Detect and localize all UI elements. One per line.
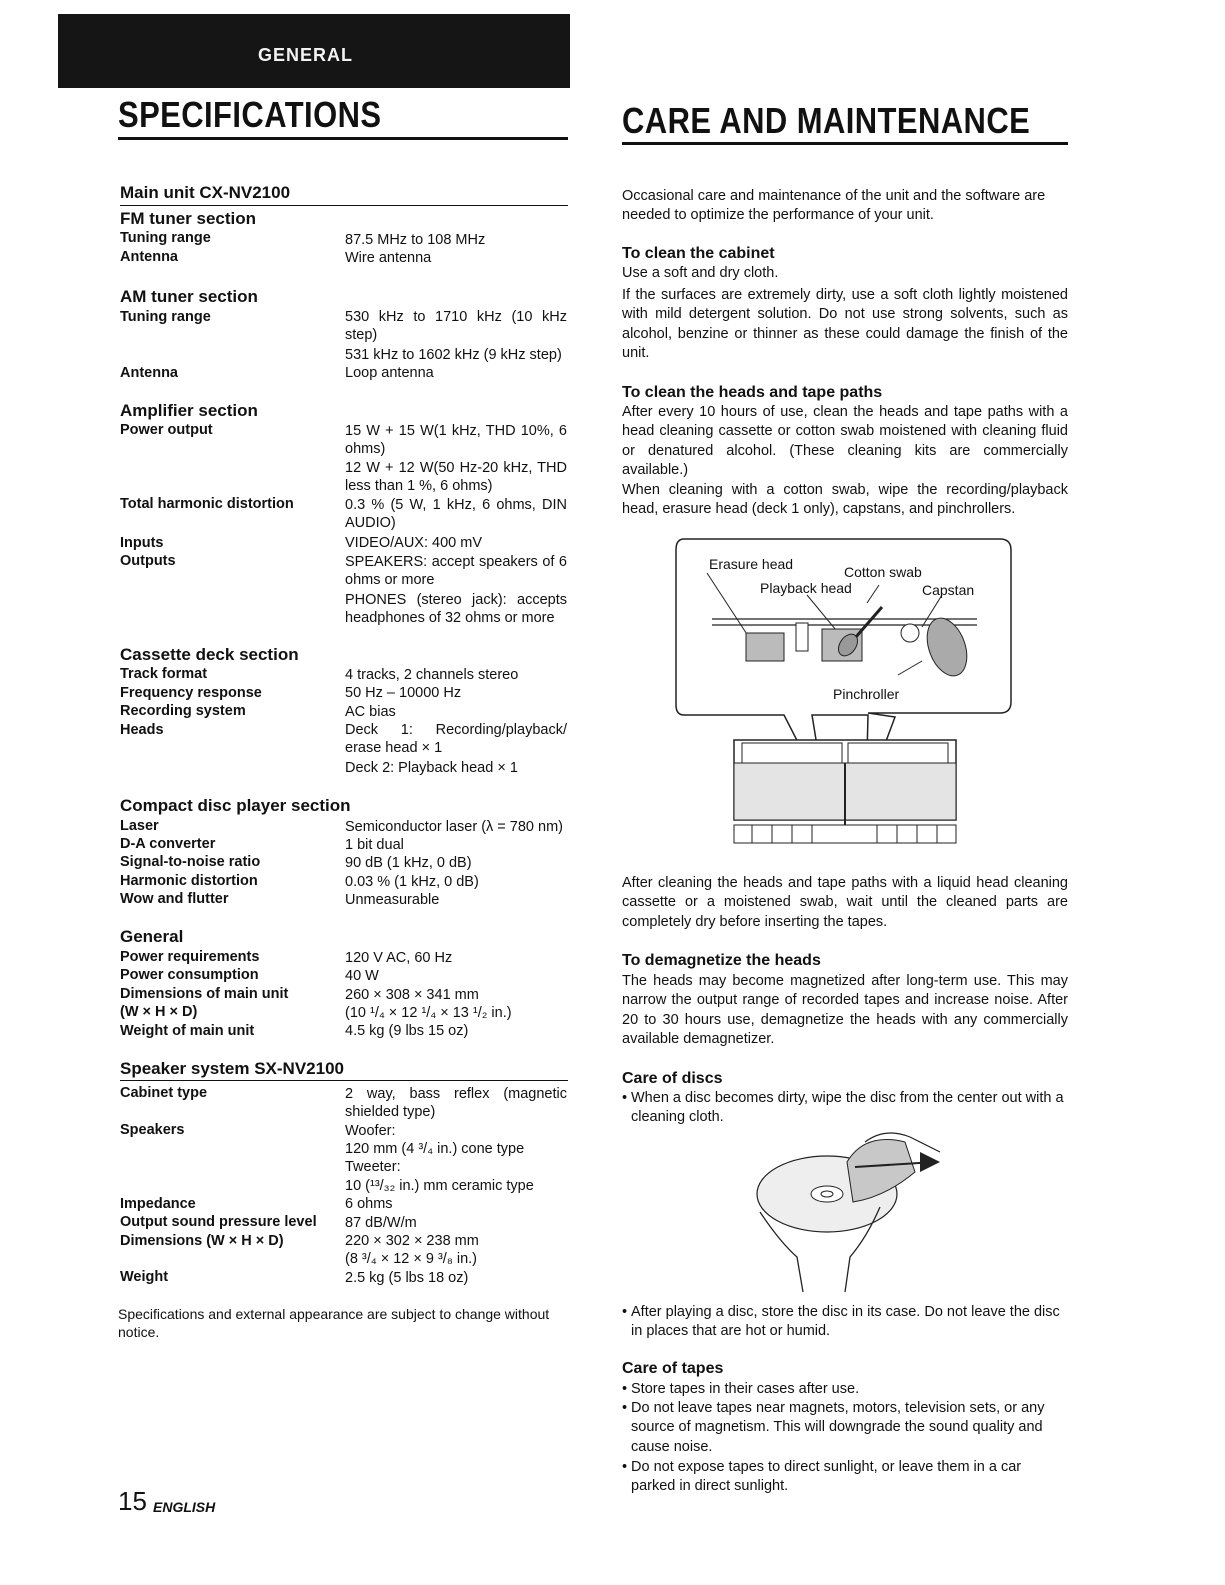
spec-value: 6 ohms <box>345 1196 393 1212</box>
spec-label: Total harmonic distortion <box>120 496 294 512</box>
spec-value: 0.3 % (5 W, 1 kHz, 6 ohms, DIN AUDIO) <box>345 497 567 532</box>
spec-value: 4.5 kg (9 lbs 15 oz) <box>345 1023 469 1039</box>
spec-value: 15 W + 15 W(1 kHz, THD 10%, 6 ohms) <box>345 423 567 458</box>
speaker-heading: Speaker system SX-NV2100 <box>120 1059 344 1078</box>
spec-value: 2 way, bass reflex (magnetic shielded type) <box>345 1086 567 1121</box>
spec-value: (8 ³/₄ × 12 × 9 ³/₈ in.) <box>345 1251 478 1267</box>
specifications-title: SPECIFICATIONS <box>118 94 382 135</box>
spec-label: Recording system <box>120 703 246 719</box>
label-playback-head: Playback head <box>760 580 852 596</box>
cabinet-heading: To clean the cabinet <box>622 245 775 262</box>
spec-value: 260 × 308 × 341 mm <box>345 987 479 1003</box>
spec-value: 120 V AC, 60 Hz <box>345 950 453 966</box>
spec-value: 2.5 kg (5 lbs 18 oz) <box>345 1270 469 1286</box>
tape-bullet <box>622 1458 1068 1497</box>
bullet-text: After playing a disc, store the disc in its case. Do not leave the disc in places that are hot or humid. <box>631 1304 1060 1340</box>
spec-value: 87.5 MHz to 108 MHz <box>345 232 486 248</box>
cabinet-text-1: Use a soft and dry cloth. <box>622 265 779 281</box>
care-intro: Occasional care and maintenance of the unit and the software are needed to optimize the performance of your unit. <box>622 188 1046 224</box>
spec-value: Tweeter: <box>345 1159 401 1175</box>
title-rule-left <box>118 137 568 140</box>
spec-label: Output sound pressure level <box>120 1214 317 1230</box>
spec-value: 1 bit dual <box>345 837 404 853</box>
spec-label: Power consumption <box>120 967 259 983</box>
cd-heading: Compact disc player section <box>120 796 351 815</box>
label-erasure-head: Erasure head <box>709 556 794 572</box>
care-title: CARE AND MAINTENANCE <box>622 100 1031 141</box>
spec-label: Antenna <box>120 365 178 381</box>
spec-value: 4 tracks, 2 channels stereo <box>345 667 519 683</box>
spec-value: Deck 1: Recording/playback/ erase head × 1 <box>345 722 567 757</box>
page-number: 15 <box>118 1486 147 1516</box>
spec-label: Dimensions (W × H × D) <box>120 1233 284 1249</box>
spec-value: PHONES (stereo jack): accepts headphones of 32 ohms or more <box>345 592 567 627</box>
spec-value: 12 W + 12 W(50 Hz-20 kHz, THD less than 1 %, 6 ohms) <box>345 460 567 495</box>
spec-label: Wow and flutter <box>120 891 229 907</box>
bullet-icon: • <box>622 1459 628 1475</box>
spec-value: 220 × 302 × 238 mm <box>345 1233 479 1249</box>
spec-label: Outputs <box>120 553 176 569</box>
spec-value: AC bias <box>345 704 396 720</box>
general-heading: General <box>120 927 184 946</box>
main-unit-rule <box>120 205 568 206</box>
spec-label: Frequency response <box>120 685 262 701</box>
label-pinchroller: Pinchroller <box>833 686 900 702</box>
main-unit-heading: Main unit CX-NV2100 <box>120 183 291 202</box>
demagnetize-heading: To demagnetize the heads <box>622 952 821 969</box>
spec-label: Dimensions of main unit <box>120 986 289 1002</box>
spec-label: Antenna <box>120 249 178 265</box>
after-cleaning-text: After cleaning the heads and tape paths with a liquid head cleaning cassette or a moistened swab, wait until the cleaned parts are completely dry before inserting the tapes. <box>622 875 1068 930</box>
spec-value: Unmeasurable <box>345 892 440 908</box>
label-cotton-swab: Cotton swab <box>844 564 922 580</box>
spec-label: D-A converter <box>120 836 216 852</box>
spec-value: Woofer: <box>345 1123 396 1139</box>
heads-text-1: After every 10 hours of use, clean the heads and tape paths with a head cleaning cassette or cotton swab moistened with cleaning fluid or denatured alcohol. (These cleaning kits are commercially available.) <box>622 404 1068 478</box>
spec-value: SPEAKERS: accept speakers of 6 ohms or more <box>345 554 567 589</box>
spec-value: 0.03 % (1 kHz, 0 dB) <box>345 874 479 890</box>
bullet-text: When a disc becomes dirty, wipe the disc from the center out with a cleaning cloth. <box>631 1090 1064 1126</box>
spec-label: Tuning range <box>120 230 211 246</box>
spec-label: Track format <box>120 666 208 682</box>
page-language: ENGLISH <box>153 1499 216 1515</box>
spec-label: Harmonic distortion <box>120 873 258 889</box>
discs-heading: Care of discs <box>622 1070 723 1087</box>
spec-label: Weight of main unit <box>120 1023 255 1039</box>
spec-value: VIDEO/AUX: 400 mV <box>345 535 482 551</box>
heads-heading: To clean the heads and tape paths <box>622 384 883 401</box>
spec-label: Weight <box>120 1269 169 1285</box>
cabinet-text-2: If the surfaces are extremely dirty, use a soft cloth lightly moistened with mild detergent solution. Do not use strong solvents, such as alcohol, benzine or thinner as these could damage the finish of the unit. <box>622 287 1068 361</box>
bullet-icon: • <box>622 1090 628 1106</box>
spec-label: (W × H × D) <box>120 1004 198 1020</box>
tapes-heading: Care of tapes <box>622 1360 724 1377</box>
spec-footnote: Specifications and external appearance are subject to change without notice. <box>118 1306 550 1341</box>
spec-label: Heads <box>120 722 164 738</box>
fm-heading: FM tuner section <box>120 209 257 228</box>
spec-value: 531 kHz to 1602 kHz (9 kHz step) <box>345 347 562 363</box>
spec-label: Laser <box>120 818 159 834</box>
title-rule-right <box>622 142 1068 145</box>
spec-value: 530 kHz to 1710 kHz (10 kHz step) <box>345 309 567 344</box>
disc-wiping-illustration <box>735 1122 960 1297</box>
bullet-text: Do not expose tapes to direct sunlight, or leave them in a car parked in direct sunlight. <box>631 1459 1022 1495</box>
speaker-rule <box>120 1080 568 1081</box>
spec-value: Loop antenna <box>345 365 434 381</box>
spec-value: 10 (¹³/₃₂ in.) mm ceramic type <box>345 1178 534 1194</box>
bullet-icon: • <box>622 1381 628 1397</box>
spec-value: 120 mm (4 ³/₄ in.) cone type <box>345 1141 525 1157</box>
spec-label: Inputs <box>120 535 164 551</box>
disc-bullet <box>622 1303 1068 1342</box>
spec-label: Signal-to-noise ratio <box>120 854 261 870</box>
label-capstan: Capstan <box>922 582 975 598</box>
spec-label: Power requirements <box>120 949 260 965</box>
spec-label: Impedance <box>120 1196 196 1212</box>
spec-value: 40 W <box>345 968 379 984</box>
demagnetize-text: The heads may become magnetized after long-term use. This may narrow the output range of recorded tapes and increase noise. After 20 to 30 hours use, demagnetize the heads with any commercially available demagnetizer. <box>622 973 1068 1047</box>
spec-value: 87 dB/W/m <box>345 1215 417 1231</box>
spec-label: Tuning range <box>120 309 211 325</box>
spec-value: Wire antenna <box>345 250 432 266</box>
bullet-icon: • <box>622 1400 628 1416</box>
spec-label: Power output <box>120 422 213 438</box>
spec-value: Semiconductor laser (λ = 780 nm) <box>345 819 563 835</box>
bullet-icon: • <box>622 1304 628 1320</box>
banner-label: GENERAL <box>258 45 354 65</box>
spec-value: 90 dB (1 kHz, 0 dB) <box>345 855 472 871</box>
am-heading: AM tuner section <box>120 287 258 306</box>
cassette-heading: Cassette deck section <box>120 645 299 664</box>
spec-value: 50 Hz – 10000 Hz <box>345 685 462 701</box>
tape-bullet <box>622 1380 1068 1399</box>
spec-value: (10 ¹/₄ × 12 ¹/₄ × 13 ¹/₂ in.) <box>345 1005 512 1021</box>
tape-bullet <box>622 1399 1068 1457</box>
heads-text-2: When cleaning with a cotton swab, wipe the recording/playback head, erasure head (deck 1 only), capstans, and pinchrollers. <box>622 482 1068 518</box>
spec-value: Deck 2: Playback head × 1 <box>345 760 518 776</box>
bullet-text: Store tapes in their cases after use. <box>631 1381 860 1397</box>
bullet-text: Do not leave tapes near magnets, motors, television sets, or any source of magnetism. This will downgrade the sound quality and cause noise. <box>631 1400 1045 1455</box>
spec-label: Cabinet type <box>120 1085 208 1101</box>
spec-label: Speakers <box>120 1122 185 1138</box>
amplifier-heading: Amplifier section <box>120 401 258 420</box>
